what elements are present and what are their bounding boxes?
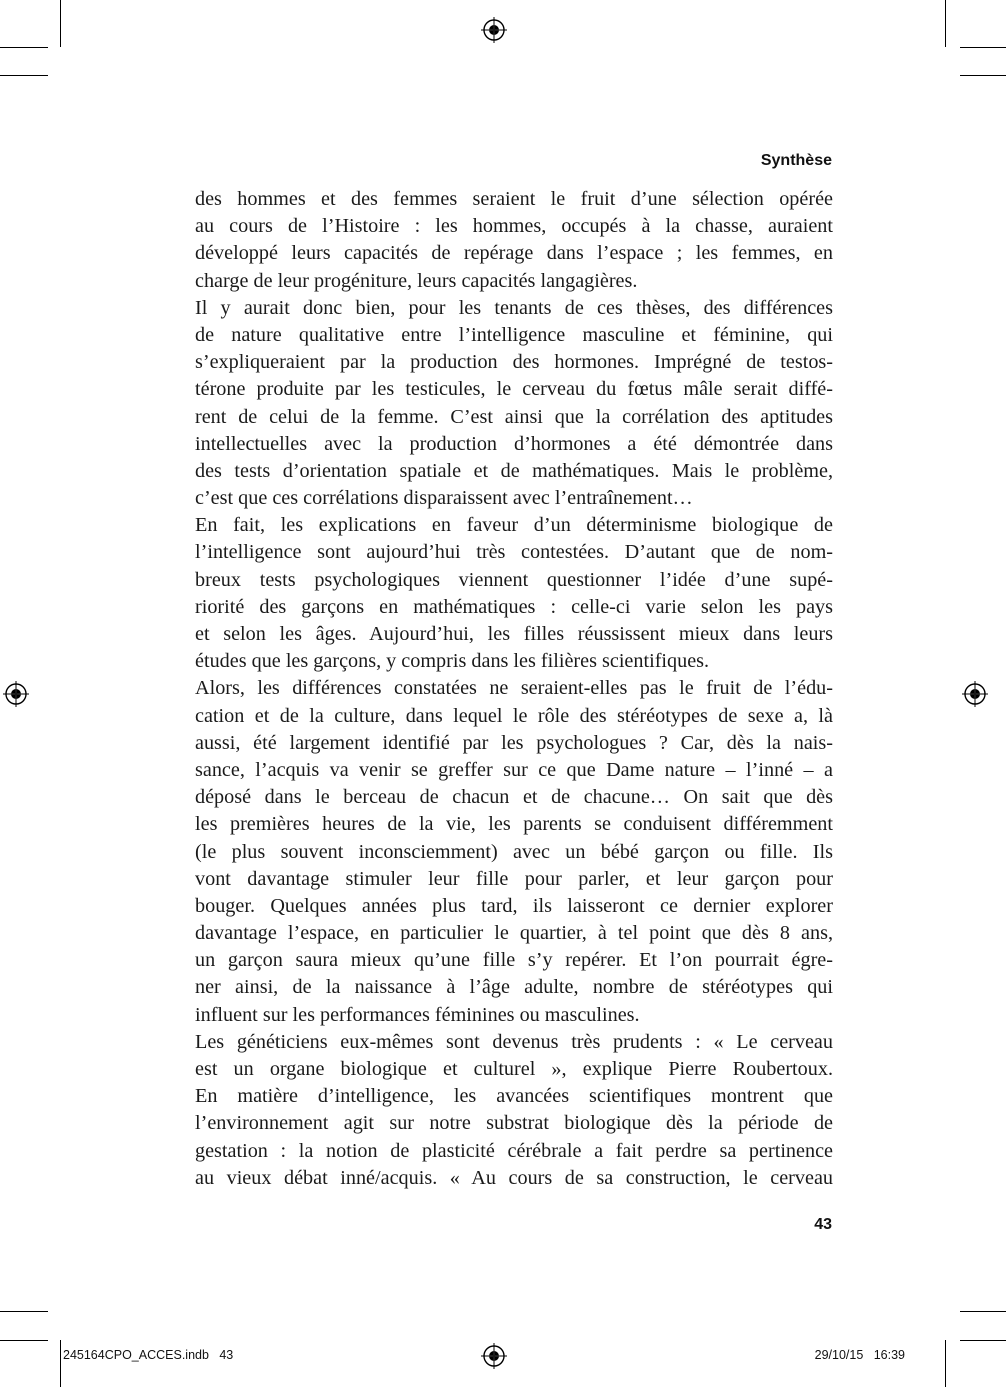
text-line: l’environnement agit sur notre substrat biologique dès la période de bbox=[195, 1112, 833, 1135]
text-line: gestation : la notion de plasticité cérébrale a fait perdre sa pertinence bbox=[195, 1139, 833, 1162]
crop-mark-top-right-vertical bbox=[945, 0, 946, 47]
registration-mark-right-icon bbox=[962, 681, 988, 707]
slug-datetime: 29/10/15 16:39 bbox=[814, 1348, 905, 1362]
text-line: Il y aurait donc bien, pour les tenants de ces thèses, des différences bbox=[195, 296, 833, 319]
text-line: des tests d’orientation spatiale et de mathématiques. Mais le problème, bbox=[195, 459, 833, 482]
crop-mark-bottom-left-horizontal-inner bbox=[0, 1340, 48, 1341]
crop-mark-bottom-left-horizontal bbox=[0, 1311, 48, 1312]
text-line: Les généticiens eux-mêmes sont devenus très prudents : « Le cerveau bbox=[195, 1030, 833, 1053]
text-line: de nature qualitative entre l’intelligence masculine et féminine, qui bbox=[195, 323, 833, 346]
text-line: au vieux débat inné/acquis. « Au cours de sa construction, le cerveau bbox=[195, 1166, 833, 1189]
text-line: déposé dans le berceau de chacun et de chacune… On sait que dès bbox=[195, 786, 833, 809]
text-line: davantage l’espace, en particulier le quartier, à tel point que dès 8 ans, bbox=[195, 922, 833, 945]
text-line: les premières heures de la vie, les parents se conduisent différemment bbox=[195, 813, 833, 836]
text-line: influent sur les performances féminines ou masculines. bbox=[195, 1003, 640, 1026]
text-line: l’intelligence sont aujourd’hui très contestées. D’autant que de nom- bbox=[195, 541, 833, 564]
crop-mark-bottom-right-horizontal bbox=[960, 1311, 1006, 1312]
text-line: Alors, les différences constatées ne seraient-elles pas le fruit de l’édu- bbox=[195, 677, 833, 700]
crop-mark-bottom-left-vertical bbox=[60, 1340, 61, 1387]
text-line: c’est que ces corrélations disparaissent avec l’entraînement… bbox=[195, 487, 693, 510]
text-line: s’expliqueraient par la production des hormones. Imprégné de testos- bbox=[195, 351, 833, 374]
crop-mark-top-right-horizontal-inner bbox=[960, 75, 1006, 76]
registration-mark-left-icon bbox=[3, 681, 29, 707]
text-line: un garçon saura mieux qu’une fille s’y repérer. Et l’on pourrait égre- bbox=[195, 949, 833, 972]
text-line: riorité des garçons en mathématiques : celle-ci varie selon les pays bbox=[195, 595, 833, 618]
text-line: charge de leur progéniture, leurs capacités langagières. bbox=[195, 269, 638, 292]
text-line: au cours de l’Histoire : les hommes, occupés à la chasse, auraient bbox=[195, 215, 833, 238]
crop-mark-top-right-horizontal bbox=[960, 47, 1006, 48]
text-line: et selon les âges. Aujourd’hui, les filles réussissent mieux dans leurs bbox=[195, 623, 833, 645]
text-line: (le plus souvent inconsciemment) avec un bébé garçon ou fille. Ils bbox=[195, 840, 833, 863]
crop-mark-bottom-right-vertical bbox=[945, 1340, 946, 1387]
text-line: études que les garçons, y compris dans les filières scientifiques. bbox=[195, 650, 710, 673]
text-line: vont davantage stimuler leur fille pour parler, et leur garçon pour bbox=[195, 867, 833, 890]
text-line: bouger. Quelques années plus tard, ils laisseront ce dernier explorer bbox=[195, 894, 833, 917]
text-line: aussi, été largement identifié par les psychologues ? Car, dès la nais- bbox=[195, 731, 833, 754]
text-line: breux tests psychologiques viennent questionner l’idée d’une supé- bbox=[195, 568, 833, 591]
crop-mark-top-left-horizontal bbox=[0, 47, 48, 48]
body-text bbox=[195, 186, 833, 1192]
crop-mark-top-left-vertical bbox=[60, 0, 61, 47]
slug-file-info: 245164CPO_ACCES.indb 43 bbox=[63, 1348, 234, 1362]
text-line: ner ainsi, de la naissance à l’âge adulte, nombre de stéréotypes qui bbox=[195, 976, 833, 999]
registration-mark-top-icon bbox=[481, 17, 507, 43]
text-line: En matière d’intelligence, les avancées scientifiques montrent que bbox=[195, 1085, 833, 1108]
text-line: rent de celui de la femme. C’est ainsi que la corrélation des aptitudes bbox=[195, 405, 833, 428]
running-head: Synthèse bbox=[760, 152, 832, 169]
text-line: intellectuelles avec la production d’hormones a été démontrée dans bbox=[195, 432, 833, 455]
text-line: sance, l’acquis va venir se greffer sur ce que Dame nature – l’inné – a bbox=[195, 758, 833, 781]
text-line: des hommes et des femmes seraient le fruit d’une sélection opérée bbox=[195, 188, 833, 210]
text-line: térone produite par les testicules, le cerveau du fœtus mâle serait diffé- bbox=[195, 378, 833, 401]
crop-mark-top-left-horizontal-inner bbox=[0, 75, 48, 76]
page-number: 43 bbox=[814, 1216, 832, 1233]
text-line: développé leurs capacités de repérage dans l’espace ; les femmes, en bbox=[195, 242, 833, 265]
crop-mark-bottom-right-horizontal-inner bbox=[960, 1340, 1006, 1341]
registration-mark-bottom-icon bbox=[481, 1343, 507, 1369]
text-line: En fait, les explications en faveur d’un déterminisme biologique de bbox=[195, 514, 833, 537]
text-line: cation et de la culture, dans lequel le rôle des stéréotypes de sexe a, là bbox=[195, 704, 833, 727]
text-line: est un organe biologique et culturel », explique Pierre Roubertoux. bbox=[195, 1058, 833, 1080]
